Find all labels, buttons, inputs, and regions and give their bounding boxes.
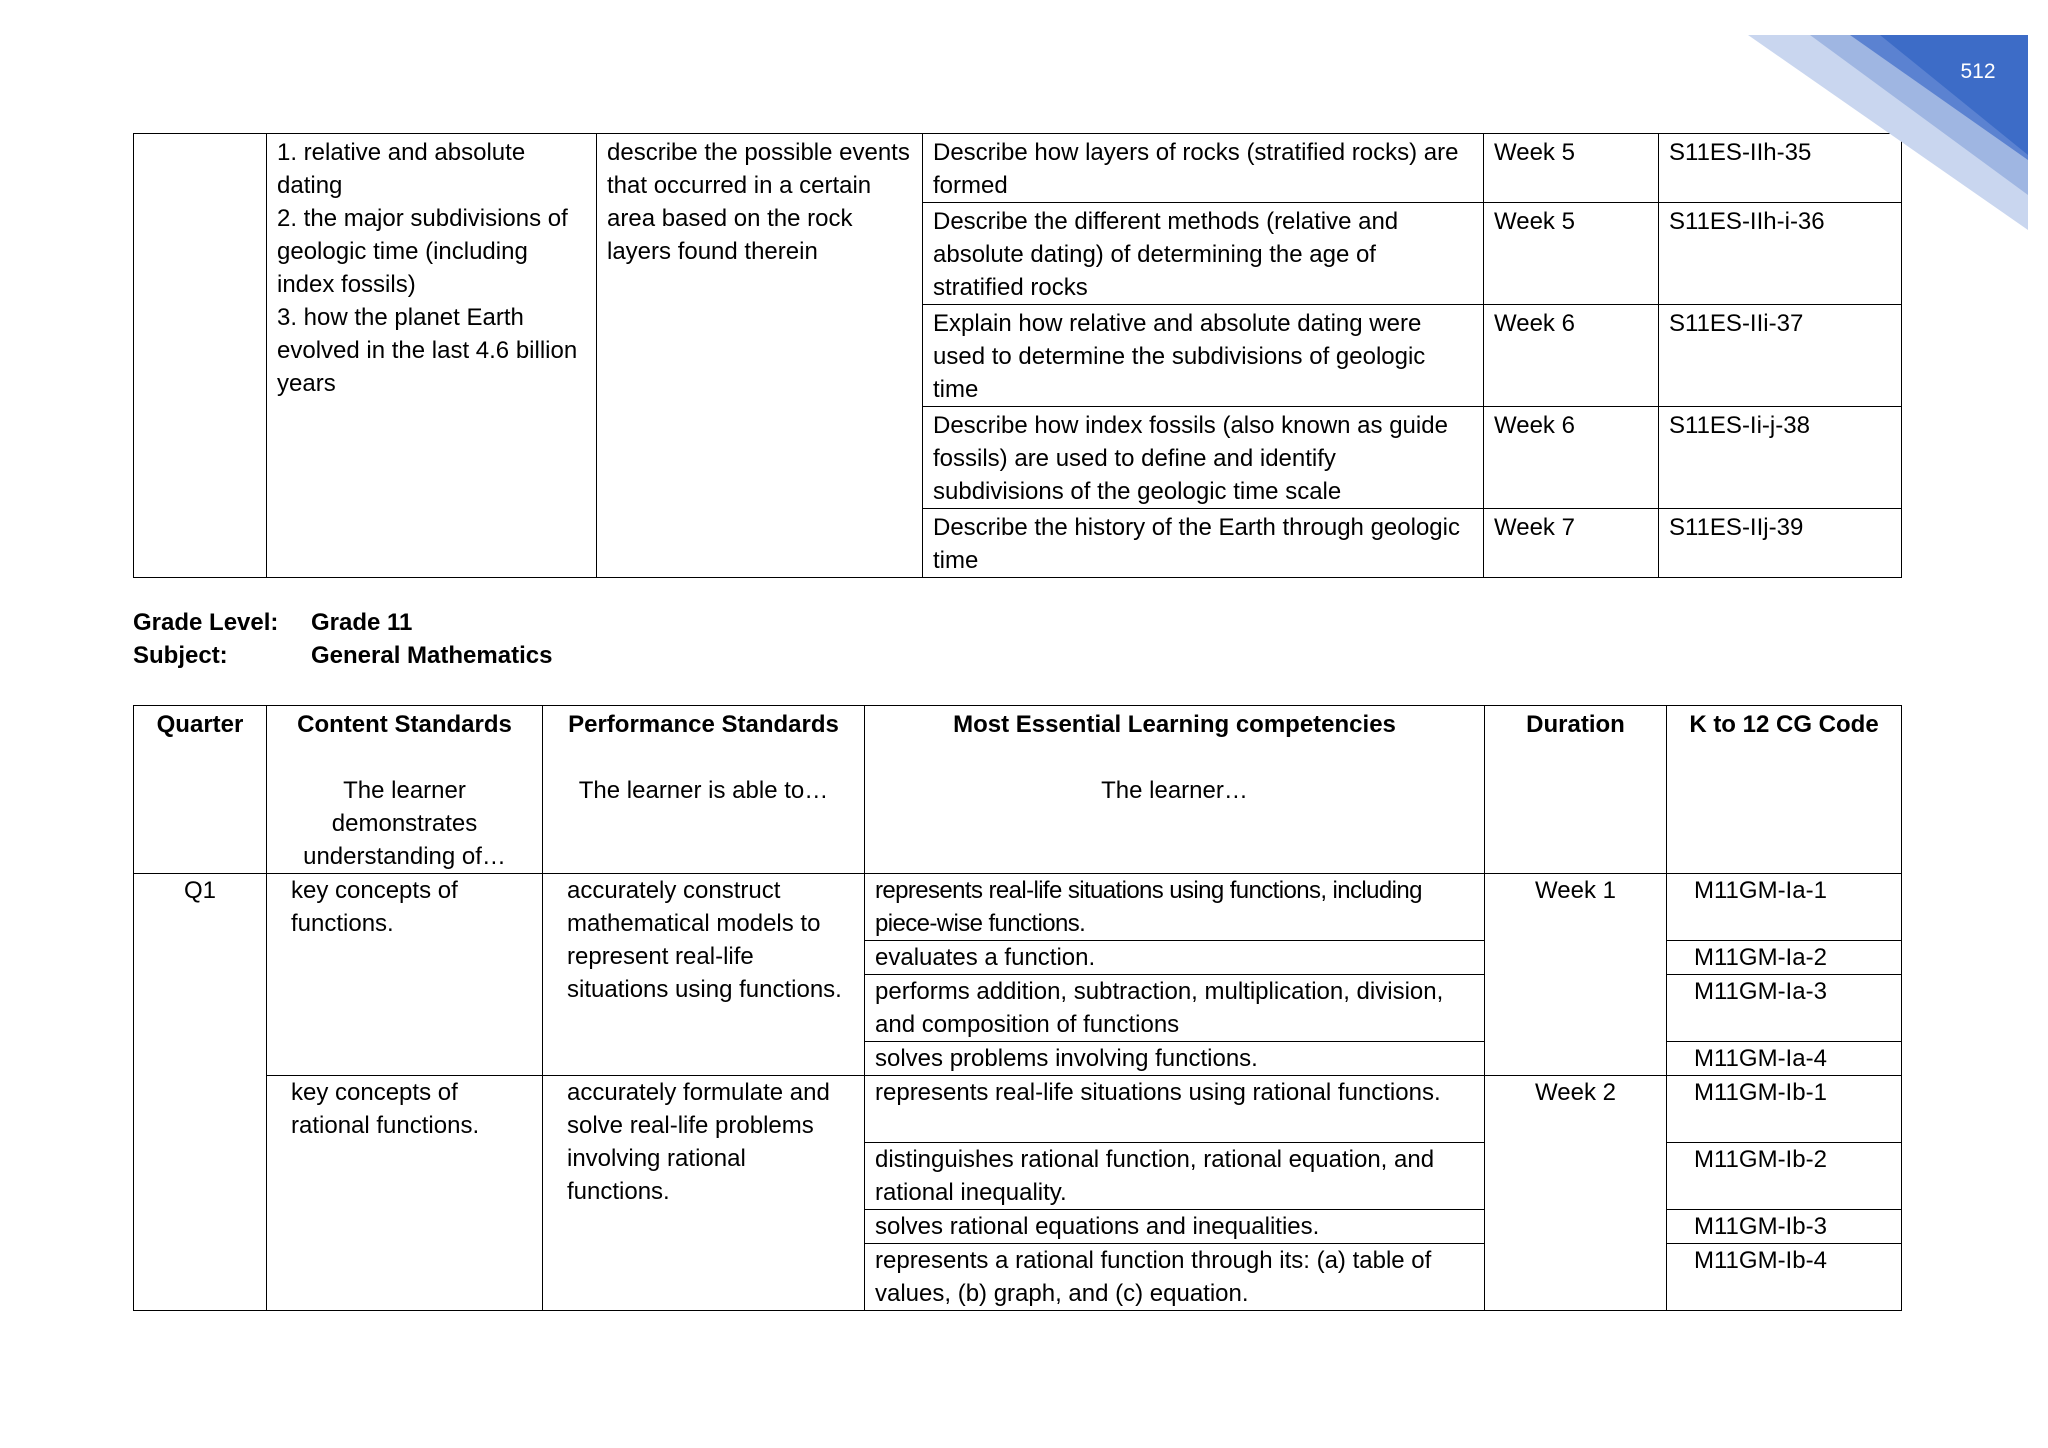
grade-level-value: Grade 11 — [311, 609, 413, 636]
duration-cell: Week 2 — [1485, 1076, 1667, 1311]
code-cell: S11ES-Ii-j-38 — [1659, 407, 1902, 509]
code-cell: S11ES-IIi-37 — [1659, 305, 1902, 407]
header-quarter: Quarter — [134, 706, 267, 874]
performance-standards-cell: accurately formulate and solve real-life problems involving rational functions. — [543, 1076, 865, 1311]
header-competencies: Most Essential Learning competencies The learner… — [865, 706, 1485, 874]
code-cell: S11ES-IIh-i-36 — [1659, 203, 1902, 305]
competency-cell: solves problems involving functions. — [865, 1042, 1485, 1076]
grade-level-label: Grade Level: — [133, 609, 279, 636]
competency-cell: represents real-life situations using rational functions. — [865, 1076, 1485, 1143]
performance-standards-cell: accurately construct mathematical models to represent real-life situations using functions. — [543, 874, 865, 1076]
code-cell: M11GM-Ib-3 — [1667, 1210, 1902, 1244]
code-cell: M11GM-Ia-3 — [1667, 975, 1902, 1042]
code-cell: M11GM-Ia-1 — [1667, 874, 1902, 941]
header-duration: Duration — [1485, 706, 1667, 874]
performance-standards-cell: describe the possible events that occurred in a certain area based on the rock layers found therein — [597, 134, 923, 578]
duration-cell: Week 6 — [1484, 305, 1659, 407]
competency-cell: represents a rational function through its: (a) table of values, (b) graph, and (c) equation. — [865, 1244, 1485, 1311]
header-content-standards: Content Standards The learner demonstrates understanding of… — [267, 706, 543, 874]
competency-cell: represents real-life situations using functions, including piece-wise functions. — [865, 874, 1485, 941]
competency-cell: Describe the different methods (relative and absolute dating) of determining the age of stratified rocks — [923, 203, 1484, 305]
code-cell: M11GM-Ib-2 — [1667, 1143, 1902, 1210]
table-header-row — [134, 706, 1902, 874]
duration-cell: Week 5 — [1484, 203, 1659, 305]
subject-value: General Mathematics — [311, 642, 553, 669]
code-cell: M11GM-Ia-4 — [1667, 1042, 1902, 1076]
competency-cell: Explain how relative and absolute dating were used to determine the subdivisions of geologic time — [923, 305, 1484, 407]
competency-cell: Describe the history of the Earth through geologic time — [923, 509, 1484, 578]
code-cell: M11GM-Ib-1 — [1667, 1076, 1902, 1143]
competency-cell: distinguishes rational function, rational equation, and rational inequality. — [865, 1143, 1485, 1210]
table-row — [134, 1076, 1902, 1143]
header-code: K to 12 CG Code — [1667, 706, 1902, 874]
duration-cell: Week 1 — [1485, 874, 1667, 1076]
code-cell: M11GM-Ia-2 — [1667, 941, 1902, 975]
subject-label: Subject: — [133, 642, 228, 669]
code-cell: S11ES-IIj-39 — [1659, 509, 1902, 578]
code-cell: M11GM-Ib-4 — [1667, 1244, 1902, 1311]
duration-cell: Week 6 — [1484, 407, 1659, 509]
duration-cell: Week 5 — [1484, 134, 1659, 203]
header-performance-standards: Performance Standards The learner is able to… — [543, 706, 865, 874]
duration-cell: Week 7 — [1484, 509, 1659, 578]
grade-subject-block — [133, 606, 552, 672]
page-number: 512 — [1960, 60, 1996, 83]
corner-triangle-decoration — [0, 0, 2048, 240]
general-mathematics-table — [133, 705, 1902, 1311]
content-standards-cell: key concepts of functions. — [267, 874, 543, 1076]
table-row — [134, 874, 1902, 941]
competency-cell: performs addition, subtraction, multiplication, division, and composition of functions — [865, 975, 1485, 1042]
content-standards-cell: 1. relative and absolute dating 2. the major subdivisions of geologic time (including index fossils) 3. how the planet Earth evolved in the last 4.6 billion years — [267, 134, 597, 578]
code-cell: S11ES-IIh-35 — [1659, 134, 1902, 203]
content-standards-cell: key concepts of rational functions. — [267, 1076, 543, 1311]
competency-cell: Describe how layers of rocks (stratified rocks) are formed — [923, 134, 1484, 203]
quarter-cell: Q1 — [134, 874, 267, 1311]
competency-cell: evaluates a function. — [865, 941, 1485, 975]
competency-cell: solves rational equations and inequalities. — [865, 1210, 1485, 1244]
competency-cell: Describe how index fossils (also known as guide fossils) are used to define and identify subdivisions of the geologic time scale — [923, 407, 1484, 509]
